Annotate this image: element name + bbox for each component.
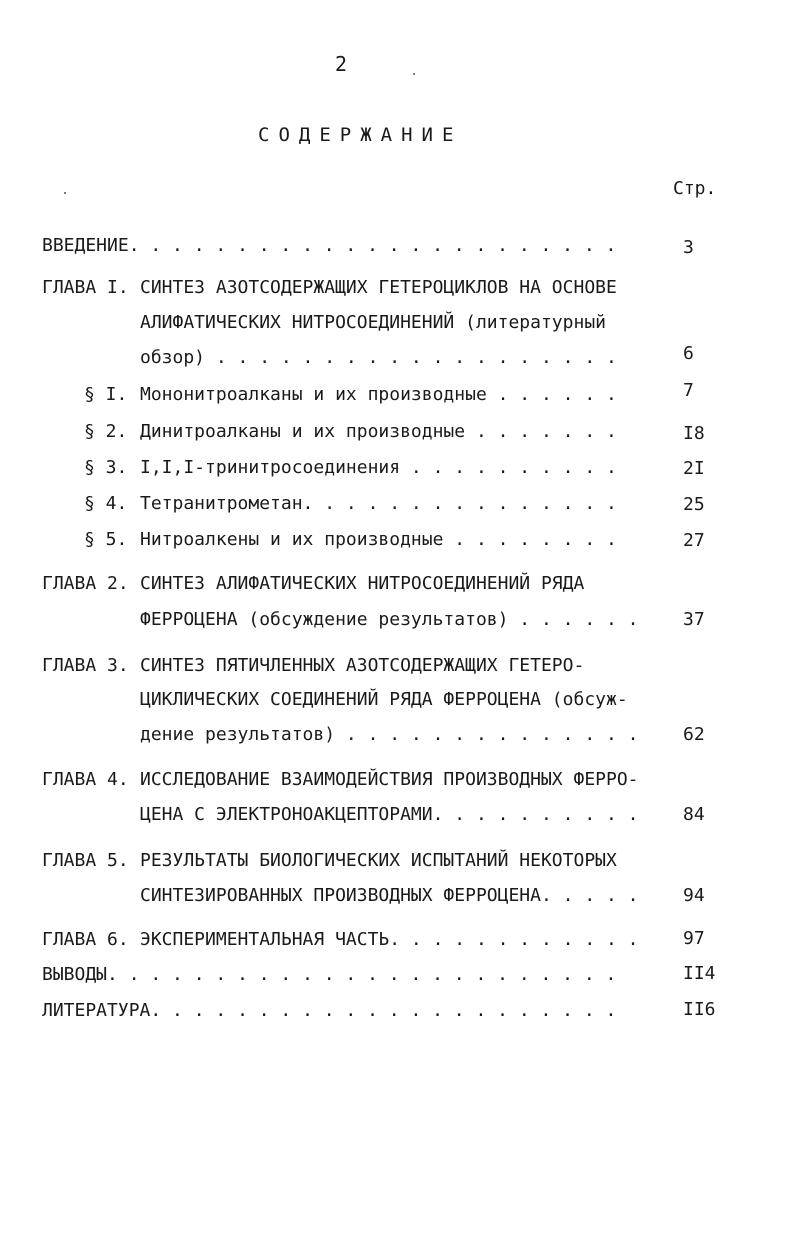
chapter-title-line: обзор) . . . . . . . . . . . . . . . . . . . — [140, 347, 617, 368]
chapter-title-line: СИНТЕЗ АЛИФАТИЧЕСКИХ НИТРОСОЕДИНЕНИЙ РЯДА — [140, 573, 585, 594]
chapter-label: ГЛАВА 5. — [42, 850, 129, 871]
chapter-title-line: СИНТЕЗИРОВАННЫХ ПРОИЗВОДНЫХ ФЕРРОЦЕНА. . . . . — [140, 885, 639, 906]
toc-page-number: 84 — [683, 804, 705, 825]
toc-page-number: 27 — [683, 530, 705, 551]
scan-speck — [413, 73, 415, 75]
document-title: СОДЕРЖАНИЕ — [258, 124, 463, 146]
toc-page-number: 7 — [683, 380, 694, 401]
toc-page-number: II4 — [683, 963, 716, 984]
chapter-title-line: ЭКСПЕРИМЕНТАЛЬНАЯ ЧАСТЬ. . . . . . . . . . . . — [140, 929, 639, 950]
toc-page-number: 25 — [683, 494, 705, 515]
toc-page-number: II6 — [683, 999, 716, 1020]
toc-page-number: 97 — [683, 928, 705, 949]
chapter-label: ГЛАВА 4. — [42, 769, 129, 790]
chapter-title-line: РЕЗУЛЬТАТЫ БИОЛОГИЧЕСКИХ ИСПЫТАНИЙ НЕКОТОРЫХ — [140, 850, 617, 871]
scan-speck — [64, 192, 66, 194]
section-title: I,I,I-тринитросоединения . . . . . . . . . . — [140, 457, 617, 478]
section-title: Динитроалканы и их производные . . . . . . . — [140, 421, 617, 442]
page-number: 2 — [335, 52, 348, 76]
toc-page-number: 6 — [683, 343, 694, 364]
chapter-label: ГЛАВА I. — [42, 277, 129, 298]
toc-page-number: 94 — [683, 885, 705, 906]
toc-page-number: 2I — [683, 458, 705, 479]
section-title: Тетранитрометан. . . . . . . . . . . . . . . — [140, 493, 617, 514]
toc-page-number: I8 — [683, 423, 705, 444]
section-mark: § I. — [84, 384, 128, 405]
toc-entry-text: ЛИТЕРАТУРА. . . . . . . . . . . . . . . . . . . . . . — [42, 1000, 617, 1021]
chapter-title-line: СИНТЕЗ ПЯТИЧЛЕННЫХ АЗОТСОДЕРЖАЩИХ ГЕТЕРО- — [140, 655, 585, 676]
section-mark: § 2. — [84, 421, 128, 442]
chapter-title-line: ФЕРРОЦЕНА (обсуждение результатов) . . . . . . — [140, 609, 639, 630]
chapter-label: ГЛАВА 3. — [42, 655, 129, 676]
chapter-title-line: ЦЕНА С ЭЛЕКТРОНОАКЦЕПТОРАМИ. . . . . . . . . . — [140, 804, 639, 825]
section-mark: § 4. — [84, 493, 128, 514]
section-mark: § 5. — [84, 529, 128, 550]
page-column-label: Стр. — [673, 178, 717, 199]
toc-page-number: 37 — [683, 609, 705, 630]
toc-page-number: 3 — [683, 237, 694, 258]
chapter-label: ГЛАВА 2. — [42, 573, 129, 594]
chapter-title-line: АЛИФАТИЧЕСКИХ НИТРОСОЕДИНЕНИЙ (литературный — [140, 312, 606, 333]
chapter-title-line: ИССЛЕДОВАНИЕ ВЗАИМОДЕЙСТВИЯ ПРОИЗВОДНЫХ ФЕРРО- — [140, 769, 639, 790]
chapter-title-line: ЦИКЛИЧЕСКИХ СОЕДИНЕНИЙ РЯДА ФЕРРОЦЕНА (обсуж- — [140, 689, 628, 710]
section-title: Мононитроалканы и их производные . . . . . . — [140, 384, 617, 405]
toc-entry-text: ВЫВОДЫ. . . . . . . . . . . . . . . . . . . . . . . . — [42, 964, 617, 985]
chapter-title-line: дение результатов) . . . . . . . . . . . . . . — [140, 724, 639, 745]
section-title: Нитроалкены и их производные . . . . . . . . — [140, 529, 617, 550]
section-mark: § 3. — [84, 457, 128, 478]
chapter-label: ГЛАВА 6. — [42, 929, 129, 950]
toc-entry-text: ВВЕДЕНИЕ. . . . . . . . . . . . . . . . . . . . . . . — [42, 235, 617, 256]
chapter-title-line: СИНТЕЗ АЗОТСОДЕРЖАЩИХ ГЕТЕРОЦИКЛОВ НА ОСНОВЕ — [140, 277, 617, 298]
toc-page-number: 62 — [683, 724, 705, 745]
